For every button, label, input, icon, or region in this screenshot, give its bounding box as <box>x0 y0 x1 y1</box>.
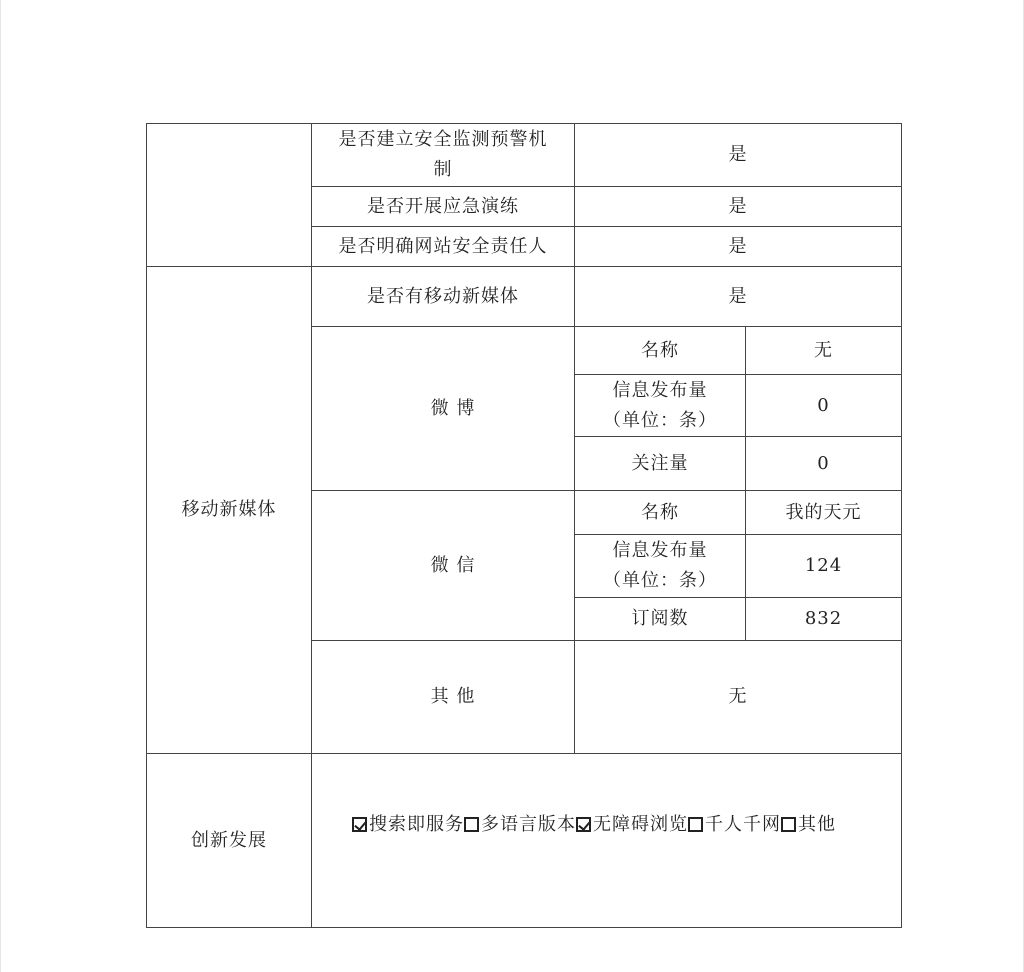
drill-answer: 是 <box>575 187 902 227</box>
weibo-label: 微 博 <box>312 327 575 491</box>
option-other[interactable] <box>781 814 836 835</box>
checkbox-icon[interactable] <box>781 817 796 832</box>
table-row <box>147 124 902 187</box>
has-mobile-media-question: 是否有移动新媒体 <box>312 267 575 327</box>
checkbox-icon[interactable] <box>688 817 703 832</box>
option-search-as-service[interactable] <box>352 814 464 835</box>
wechat-name-label: 名称 <box>575 491 746 535</box>
weibo-posts-label <box>575 375 746 437</box>
option-label: 千人千网 <box>705 814 781 835</box>
weibo-posts-label-line2: （单位：条） <box>603 409 717 431</box>
option-personalized[interactable] <box>688 814 781 835</box>
responsible-answer: 是 <box>575 227 902 267</box>
checkbox-icon[interactable] <box>352 817 367 832</box>
weibo-name-label: 名称 <box>575 327 746 375</box>
wechat-posts-label-line2: （单位：条） <box>603 570 717 591</box>
table-row <box>147 754 902 928</box>
wechat-label: 微 信 <box>312 491 575 641</box>
option-label: 多语言版本 <box>481 814 576 835</box>
responsible-question: 是否明确网站安全责任人 <box>312 227 575 267</box>
other-media-value: 无 <box>575 641 902 754</box>
innovation-section-label: 创新发展 <box>147 754 312 928</box>
weibo-followers-value: 0 <box>746 437 902 491</box>
option-label: 无障碍浏览 <box>593 814 688 835</box>
monitoring-question: 是否建立安全监测预警机制 <box>312 124 575 187</box>
wechat-posts-value: 124 <box>746 535 902 598</box>
wechat-subscribers-value: 832 <box>746 598 902 641</box>
option-label: 搜索即服务 <box>369 814 464 835</box>
monitoring-answer: 是 <box>575 124 902 187</box>
wechat-subscribers-label: 订阅数 <box>575 598 746 641</box>
wechat-name-value: 我的天元 <box>746 491 902 535</box>
has-mobile-media-answer: 是 <box>575 267 902 327</box>
other-media-label: 其 他 <box>312 641 575 754</box>
report-table <box>146 123 902 928</box>
drill-question: 是否开展应急演练 <box>312 187 575 227</box>
table-row <box>147 267 902 327</box>
innovation-options <box>312 754 902 928</box>
empty-section-cell <box>147 124 312 267</box>
wechat-posts-label-line1: 信息发布量 <box>612 540 708 561</box>
option-multilingual[interactable] <box>464 814 576 835</box>
weibo-followers-label: 关注量 <box>575 437 746 491</box>
option-accessibility[interactable] <box>576 814 688 835</box>
weibo-posts-value: 0 <box>746 375 902 437</box>
checkbox-icon[interactable] <box>576 817 591 832</box>
checkbox-icon[interactable] <box>464 817 479 832</box>
option-label: 其他 <box>798 814 836 835</box>
weibo-posts-label-line1: 信息发布量 <box>612 379 708 401</box>
weibo-name-value: 无 <box>746 327 902 375</box>
wechat-posts-label <box>575 535 746 598</box>
mobile-media-section-label: 移动新媒体 <box>147 267 312 754</box>
